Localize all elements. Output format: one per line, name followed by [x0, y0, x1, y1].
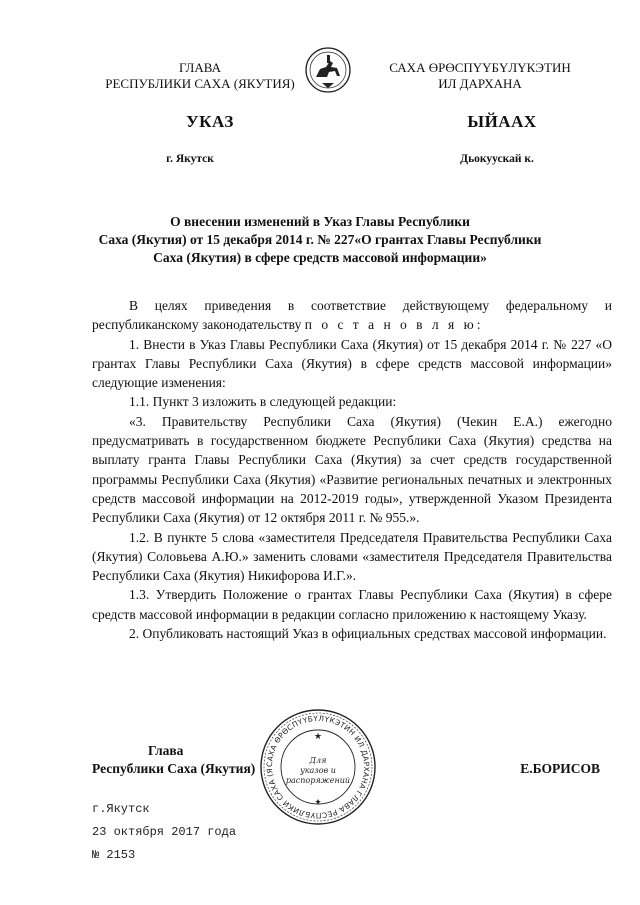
paragraph-preamble: [92, 296, 612, 335]
city-left: г. Якутск: [166, 153, 214, 165]
svg-text:★: ★: [313, 732, 323, 742]
city-right: Дьокуускай к.: [460, 153, 534, 165]
official-seal-image: [258, 707, 378, 827]
footer-registration: [92, 798, 236, 867]
doc-type-left: УКАЗ: [186, 112, 234, 131]
header-left: [70, 60, 330, 92]
footer-date: 23 октября 2017 года: [92, 825, 237, 839]
footer-place: г.Якутск: [92, 802, 150, 816]
title-line1: О внесении изменений в Указ Главы Республики: [170, 214, 470, 229]
header-right-line1: САХА ӨРӨСПҮҮБҮЛҮКЭТИН: [389, 60, 571, 75]
preamble-text: В целях приведения в соответствие действующему федеральному и республиканскому законодательству: [92, 298, 612, 333]
doc-type-right: ЫЙААХ: [467, 112, 537, 131]
paragraph-1-1: 1.1. Пункт 3 изложить в следующей редакции:: [129, 394, 397, 410]
header-right-line2: ИЛ ДАРХАНА: [438, 76, 522, 91]
document-title: [60, 213, 580, 267]
paragraph-1: 1. Внести в Указ Главы Республики Саха (Якутия) от 15 декабря 2014 г. № 227 «О грантах Главы Республики Саха (Якутия) в сфере средств массовой информации» следующие изменения:: [92, 336, 612, 391]
stamp-center-line3: распоряжений: [285, 776, 351, 785]
header-left-line2: РЕСПУБЛИКИ САХА (ЯКУТИЯ): [105, 76, 295, 91]
paragraph-1-2: 1.2. В пункте 5 слова «заместителя Председателя Правительства Республики Саха (Якутия) Соловьева А.Ю.» заменить словами «заместителя Председателя Правительства Республики Саха (Якутия) Никифорова И.Г.».: [92, 529, 612, 584]
header-left-line1: ГЛАВА: [179, 60, 221, 75]
official-stamp: [258, 707, 378, 827]
svg-text:✦: ✦: [314, 798, 322, 808]
signature-title-line2: Республики Саха (Якутия): [92, 761, 256, 776]
document-body: [92, 296, 612, 643]
stamp-center-line2: указов и: [300, 766, 336, 775]
paragraph-2: 2. Опубликовать настоящий Указ в официальных средствах массовой информации.: [129, 626, 607, 642]
signature-title-line1: Глава: [148, 743, 184, 758]
signature-title: [92, 742, 282, 778]
footer-number: № 2153: [92, 848, 136, 862]
stamp-ring-text: САХА ӨРӨСПҮҮБҮЛҮКЭТИН ИЛ ДАРХАНА ГЛАВА РЕСПУБЛИКИ САХА (Я: [264, 713, 372, 821]
paragraph-quoted-3: «3. Правительству Республики Саха (Якутия) (Чекин Е.А.) ежегодно предусматривать в государственном бюджете Республики Саха (Якутия) средства на выплату гранта Главы Республики Саха (Якутия) за счет средств государственной программы Республики Саха (Якутия) «Развитие региональных печатных и электронных средств массовой информации на 2012-2019 годы», утвержденной Указом Президента Республики Саха (Якутия) от 12 октября 2011 г. № 955.».: [92, 413, 612, 526]
title-line3: Саха (Якутия) в сфере средств массовой информации»: [153, 250, 487, 265]
paragraph-1-3: 1.3. Утвердить Положение о грантах Главы Республики Саха (Якутия) в сфере средств массовой информации в редакции согласно приложению к настоящему Указу.: [92, 587, 612, 622]
preamble-decree-word: п о с т а н о в л я ю:: [304, 317, 484, 333]
header-right: [345, 60, 615, 92]
stamp-center-line1: Для: [309, 756, 327, 765]
title-line2: Саха (Якутия) от 15 декабря 2014 г. № 227«О грантах Главы Республики: [98, 232, 542, 247]
signatory-name: Е.БОРИСОВ: [520, 761, 600, 776]
